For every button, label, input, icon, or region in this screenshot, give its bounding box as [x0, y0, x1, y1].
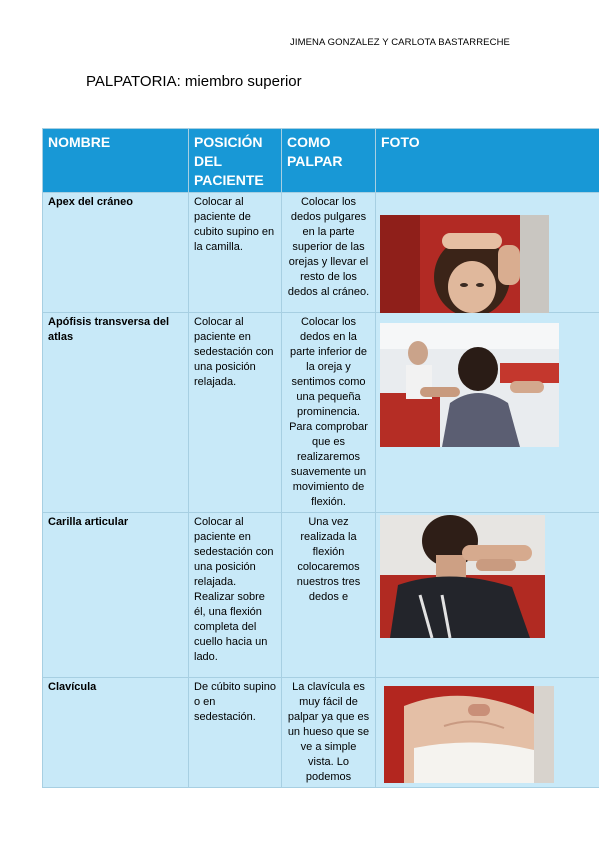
- cell-position: Colocar al paciente en sedestación con una posición relajada. Realizar sobre él, una flexión completa del cuello hacia un lado.: [189, 513, 282, 678]
- cell-photo: [376, 313, 599, 513]
- column-header-position: POSICIÓN DEL PACIENTE: [189, 129, 282, 193]
- column-header-name: NOMBRE: [43, 129, 189, 193]
- document-title: PALPATORIA: miembro superior: [86, 73, 302, 90]
- table-row: [43, 678, 599, 788]
- cell-name: Apófisis transversa del atlas: [43, 313, 189, 513]
- table-row: [43, 313, 599, 513]
- cell-name: Apex del cráneo: [43, 193, 189, 313]
- cell-photo: [376, 193, 599, 313]
- column-header-how: COMO PALPAR: [282, 129, 376, 193]
- column-header-photo: FOTO: [376, 129, 599, 193]
- photo-atlas-transverse: [380, 323, 559, 447]
- table-row: [43, 513, 599, 678]
- cell-name: Carilla articular: [43, 513, 189, 678]
- photo-articular-facet: [380, 515, 545, 638]
- document-authors: JIMENA GONZALEZ Y CARLOTA BASTARRECHE: [290, 37, 510, 48]
- table-row: [43, 193, 599, 313]
- cell-photo: [376, 678, 599, 788]
- palpation-table: [42, 128, 599, 788]
- cell-how: La clavícula es muy fácil de palpar ya que es un hueso que se ve a simple vista. Lo podemos: [282, 678, 376, 788]
- cell-position: Colocar al paciente de cubito supino en la camilla.: [189, 193, 282, 313]
- cell-photo: [376, 513, 599, 678]
- cell-how: Colocar los dedos pulgares en la parte superior de las orejas y llevar el resto de los dedos al cráneo.: [282, 193, 376, 313]
- cell-position: De cúbito supino o en sedestación.: [189, 678, 282, 788]
- photo-apex-skull: [380, 215, 549, 313]
- photo-clavicle: [384, 686, 554, 783]
- cell-how: Colocar los dedos en la parte inferior de la oreja y sentimos como una pequeña prominencia. Para comprobar que es realizaremos suavemente un movimiento de flexión.: [282, 313, 376, 513]
- cell-position: Colocar al paciente en sedestación con una posición relajada.: [189, 313, 282, 513]
- cell-name: Clavícula: [43, 678, 189, 788]
- table-header-row: [43, 129, 599, 193]
- cell-how: Una vez realizada la flexión colocaremos nuestros tres dedos e: [282, 513, 376, 678]
